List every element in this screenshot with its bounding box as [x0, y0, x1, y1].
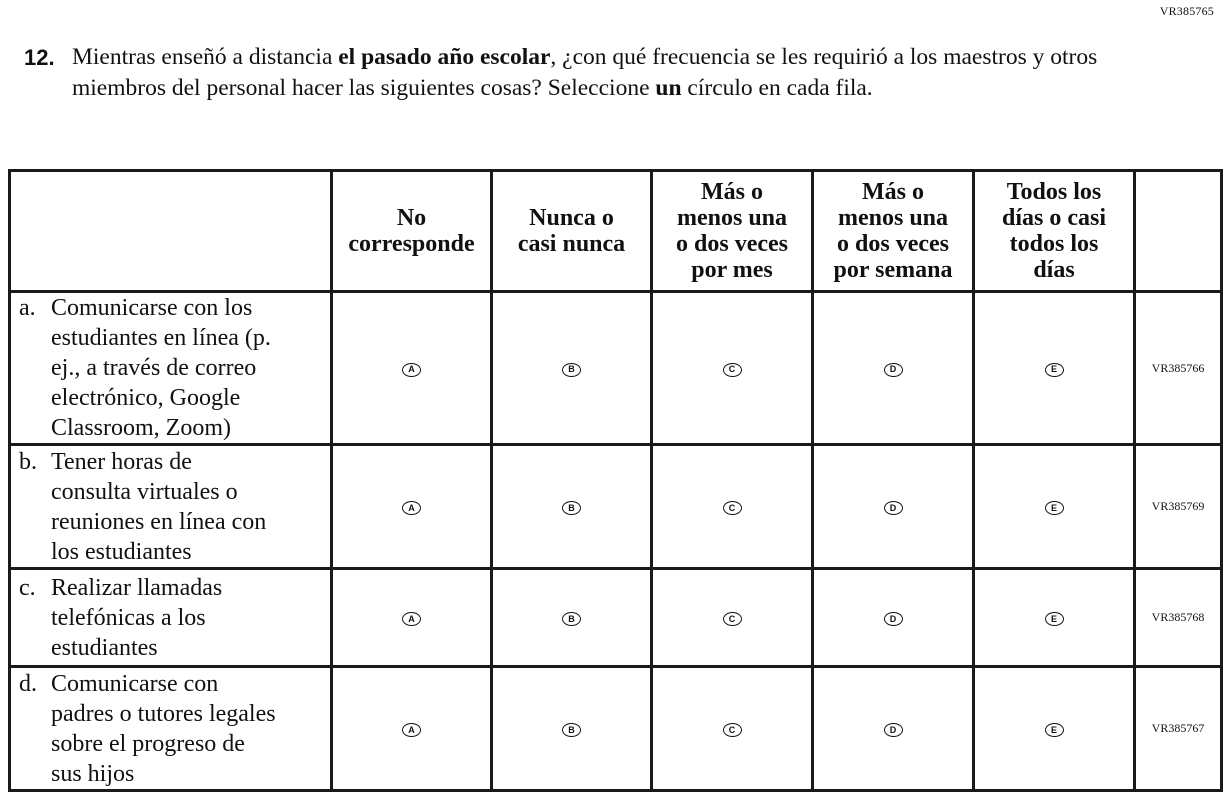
column-header-line: Más o: [862, 179, 924, 205]
column-header-line: o dos veces: [837, 231, 949, 257]
option-cell: [492, 569, 652, 667]
column-header-5: [974, 171, 1135, 292]
option-cell: [974, 569, 1135, 667]
answer-bubble-e[interactable]: E: [1045, 723, 1064, 737]
option-cell: [652, 667, 813, 791]
answer-bubble-c[interactable]: C: [723, 612, 742, 626]
item-text: [10, 292, 332, 445]
question-text-emphasis-2: un: [655, 75, 682, 101]
document-code: VR385765: [1159, 4, 1214, 18]
column-header-line: Más o: [701, 179, 763, 205]
answer-bubble-c[interactable]: C: [723, 363, 742, 377]
column-header-line: menos una: [837, 205, 949, 231]
item-line: estudiantes: [51, 634, 158, 661]
question-row-b: [10, 445, 1222, 569]
item-line: Comunicarse con: [51, 670, 219, 697]
column-header-2: [492, 171, 652, 292]
header-blank: [10, 171, 332, 292]
header-code-column: [1135, 171, 1222, 292]
item-line: sobre el progreso de: [51, 730, 245, 757]
row-code: VR385766: [1135, 292, 1222, 445]
item-line: ej., a través de correo: [51, 355, 257, 381]
option-cell: [652, 569, 813, 667]
answer-bubble-d[interactable]: D: [884, 501, 903, 515]
answer-bubble-a[interactable]: A: [402, 723, 421, 737]
answer-bubble-d[interactable]: D: [884, 363, 903, 377]
item-line: reuniones en línea con: [51, 508, 267, 535]
item-text: [10, 667, 332, 791]
column-header-4: [813, 171, 974, 292]
question-row-a: [10, 292, 1222, 445]
option-cell: [492, 445, 652, 569]
item-line: Tener horas de: [51, 448, 192, 475]
option-cell: [813, 292, 974, 445]
item-text: [10, 445, 332, 569]
item-first-line: [19, 447, 326, 477]
row-code: VR385768: [1135, 569, 1222, 667]
column-header-line: por mes: [691, 257, 773, 283]
option-cell: [332, 569, 492, 667]
item-line: los estudiantes: [51, 538, 192, 565]
item-letter: b.: [19, 448, 37, 475]
answer-bubble-b[interactable]: B: [562, 363, 581, 377]
question-text-part2: , ¿con qué frecuencia se les requirió a los maestros y otros miembros del personal hacer las siguientes cosas? Seleccione: [72, 44, 1098, 101]
option-cell: [974, 292, 1135, 445]
column-header-line: menos una: [676, 205, 788, 231]
question-row-c: [10, 569, 1222, 667]
item-line: sus hijos: [51, 760, 135, 787]
option-cell: [332, 445, 492, 569]
option-cell: [332, 292, 492, 445]
column-header-line: No: [396, 205, 427, 231]
answer-bubble-a[interactable]: A: [402, 501, 421, 515]
column-header-line: Nunca o: [529, 205, 614, 231]
answer-bubble-a[interactable]: A: [402, 612, 421, 626]
column-header-line: por semana: [833, 257, 953, 283]
column-header-line: casi nunca: [517, 231, 626, 257]
item-letter: c.: [19, 574, 36, 601]
column-header-line: días o casi: [1001, 205, 1106, 231]
item-line: Realizar llamadas: [51, 574, 223, 601]
option-cell: [813, 667, 974, 791]
question-row-d: [10, 667, 1222, 791]
answer-bubble-b[interactable]: B: [562, 723, 581, 737]
option-cell: [652, 445, 813, 569]
header-row: [10, 171, 1222, 292]
question-number: 12.: [24, 45, 55, 70]
column-header-line: días: [1033, 257, 1075, 283]
option-cell: [492, 292, 652, 445]
item-line: padres o tutores legales: [51, 700, 276, 727]
question-text-part1: Mientras enseñó a distancia: [72, 44, 339, 70]
question-12: [24, 42, 1104, 104]
column-header-line: Todos los: [1006, 179, 1102, 205]
answer-bubble-b[interactable]: B: [562, 501, 581, 515]
column-header-line: todos los: [1009, 231, 1099, 257]
answer-bubble-e[interactable]: E: [1045, 501, 1064, 515]
option-cell: [813, 445, 974, 569]
answer-bubble-d[interactable]: D: [884, 723, 903, 737]
item-first-line: [19, 669, 326, 699]
option-cell: [974, 445, 1135, 569]
item-first-line: [19, 293, 326, 323]
option-cell: [813, 569, 974, 667]
option-cell: [974, 667, 1135, 791]
item-text: [10, 569, 332, 667]
row-code: VR385767: [1135, 667, 1222, 791]
answer-bubble-c[interactable]: C: [723, 501, 742, 515]
answer-bubble-a[interactable]: A: [402, 363, 421, 377]
option-cell: [332, 667, 492, 791]
column-header-line: corresponde: [348, 231, 475, 257]
item-letter: a.: [19, 295, 36, 321]
question-text-emphasis-1: el pasado año escolar: [338, 44, 551, 70]
option-cell: [652, 292, 813, 445]
option-cell: [492, 667, 652, 791]
answer-bubble-e[interactable]: E: [1045, 612, 1064, 626]
column-header-1: [332, 171, 492, 292]
item-line: estudiantes en línea (p.: [51, 325, 271, 351]
item-line: Classroom, Zoom): [51, 415, 231, 441]
column-header-3: [652, 171, 813, 292]
item-first-line: [19, 573, 326, 603]
item-line: consulta virtuales o: [51, 478, 238, 505]
question-text-part3: círculo en cada fila.: [681, 75, 873, 101]
row-code: VR385769: [1135, 445, 1222, 569]
response-grid: [8, 169, 1223, 792]
item-letter: d.: [19, 670, 37, 697]
item-line: electrónico, Google: [51, 385, 241, 411]
question-text: [72, 42, 1104, 104]
item-line: Comunicarse con los: [51, 295, 253, 321]
column-header-line: o dos veces: [676, 231, 788, 257]
answer-bubble-d[interactable]: D: [884, 612, 903, 626]
answer-bubble-c[interactable]: C: [723, 723, 742, 737]
answer-bubble-e[interactable]: E: [1045, 363, 1064, 377]
answer-bubble-b[interactable]: B: [562, 612, 581, 626]
item-line: telefónicas a los: [51, 604, 206, 631]
